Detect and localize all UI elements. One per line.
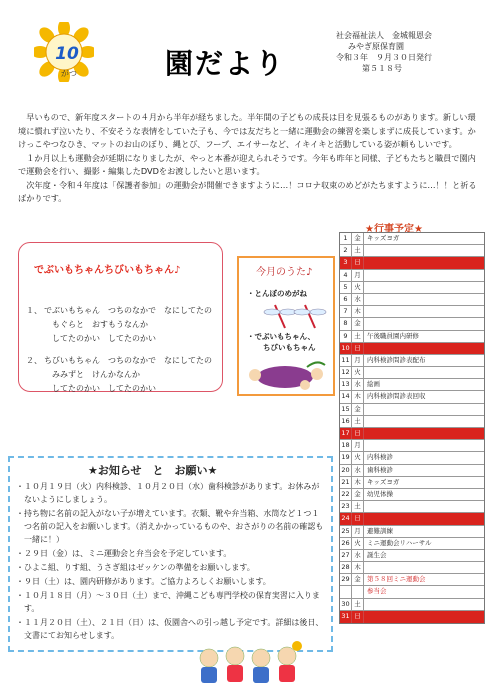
schedule-day: 10 — [340, 343, 352, 354]
verse-1-line-1: でぶいもちゃん つちのなかで なにしてたの — [44, 306, 212, 315]
schedule-row — [340, 416, 484, 428]
schedule-event: 誕生会 — [367, 550, 387, 559]
children-illustration — [195, 638, 305, 688]
notice-item: ・１０月１８日（月）～３０日（土）まで、沖縄こども専門学校の保育実習に入ります。 — [16, 591, 320, 613]
schedule-weekday: 金 — [352, 233, 364, 244]
school-name: みやぎ原保育園 — [348, 42, 404, 51]
intro-para-2: １か月以上も運動会が延期になりましたが、やっと本番が迎えられそうです。今年も昨年と同様、子どもたちと職員で園内で運動会を行い、撮影・編集したDVDをお渡ししたいと思います。 — [18, 152, 476, 176]
month-song-title: 今月のうた♪ — [256, 267, 313, 278]
schedule-event — [364, 416, 484, 427]
schedule-weekday: 火 — [352, 282, 364, 293]
schedule-row — [340, 440, 484, 452]
schedule-weekday: 金 — [352, 574, 364, 585]
schedule-row — [340, 465, 484, 477]
schedule-event — [364, 257, 484, 268]
schedule-day: 30 — [340, 599, 352, 610]
schedule-event: 内科検診問診表回収 — [367, 392, 426, 401]
schedule-event — [364, 513, 484, 524]
schedule-row — [340, 538, 484, 550]
schedule-event — [364, 270, 484, 281]
schedule-day: 13 — [340, 379, 352, 390]
schedule-day: 5 — [340, 282, 352, 293]
schedule-event: 内科検診問診表配布 — [367, 355, 426, 364]
schedule-row — [340, 282, 484, 294]
schedule-day: 12 — [340, 367, 352, 378]
schedule-day: 25 — [340, 526, 352, 537]
schedule-day: 18 — [340, 440, 352, 451]
schedule-row — [340, 404, 484, 416]
schedule-day: 4 — [340, 270, 352, 281]
schedule-weekday: 木 — [352, 477, 364, 488]
schedule-event: 内科検診 — [367, 453, 393, 462]
schedule-weekday: 月 — [352, 526, 364, 537]
schedule-day: 3 — [340, 257, 352, 268]
schedule-weekday: 火 — [352, 367, 364, 378]
intro-text — [18, 111, 480, 206]
schedule-event — [364, 343, 484, 354]
schedule-event: 参当会 — [367, 587, 387, 596]
schedule-row — [340, 318, 484, 330]
schedule-row — [340, 550, 484, 562]
intro-para-1: 早いもので、新年度スタートの４月から半年が経ちました。半年間の子どもの成長は目を見張るものがあります。新しい環境に慣れず泣いたり、不安そうな表情をしていた子も、今では友だちと一緒に運動会の練習を楽しまずに成長しています。かけっこやつなひき、マットのお山のぼり、縄とび、フープ、エイサーなど、イキイキと活動している姿が頼もしいです。 — [18, 112, 476, 149]
schedule-day: 7 — [340, 306, 352, 317]
schedule-event: 歯科検診 — [367, 465, 393, 474]
schedule-row — [340, 452, 484, 464]
issue-date: 令和３年 ９月３０日発行 — [336, 53, 432, 62]
schedule-row — [340, 245, 484, 257]
schedule-weekday: 月 — [352, 270, 364, 281]
schedule-event: 幼児体操 — [367, 489, 393, 498]
schedule-weekday: 木 — [352, 391, 364, 402]
schedule-day: 16 — [340, 416, 352, 427]
schedule-weekday: 土 — [352, 416, 364, 427]
schedule-row — [340, 428, 484, 440]
schedule-row — [340, 526, 484, 538]
schedule-event — [364, 611, 484, 623]
schedule-row — [340, 233, 484, 245]
schedule-row — [340, 599, 484, 611]
schedule-event — [364, 367, 484, 378]
schedule-day: 8 — [340, 318, 352, 329]
schedule-day — [340, 586, 352, 597]
schedule-row — [340, 477, 484, 489]
verse-2-line-2: みみずと けんかなんか — [52, 370, 140, 379]
schedule-weekday: 水 — [352, 379, 364, 390]
schedule-day: 6 — [340, 294, 352, 305]
schedule-row — [340, 562, 484, 574]
schedule-event: キッズヨガ — [367, 477, 400, 486]
notice-item: ・９日（土）は、園内研修があります。ご協力よろしくお願いします。 — [16, 577, 271, 586]
schedule-table — [339, 232, 485, 624]
schedule-weekday: 金 — [352, 318, 364, 329]
schedule-weekday: 日 — [352, 428, 364, 439]
verse-1-line-3: してたのかい してたのかい — [52, 334, 156, 343]
notice-item: ・１０月１９日（火）内科検診、１０月２０日（水）歯科検診があります。お休みがないようにしましょう。 — [16, 482, 320, 504]
schedule-weekday: 土 — [352, 245, 364, 256]
verse-2-line-3: してたのかい してたのかい — [52, 384, 156, 393]
schedule-row — [340, 586, 484, 598]
month-unit: がつ — [61, 69, 77, 78]
schedule-day: 15 — [340, 404, 352, 415]
schedule-event — [364, 404, 484, 415]
schedule-weekday — [352, 586, 364, 597]
schedule-event: 午後職員園内研修 — [367, 331, 419, 340]
schedule-weekday: 日 — [352, 611, 364, 623]
schedule-row — [340, 367, 484, 379]
schedule-row — [340, 489, 484, 501]
notice-item: ・持ち物に名前の記入がない子が増えています。衣類、靴や弁当箱、水筒など１つ１つ名前の記入をお願いします。（消えかかっているものや、おさがりの名前の確認も一緒に！） — [16, 509, 324, 544]
verse-1-line-2: もぐらと おすもうなんか — [52, 320, 148, 329]
org-name: 社会福祉法人 金城報恩会 — [336, 31, 432, 40]
month-song-1: ・とんぼのめがね — [247, 289, 307, 298]
schedule-event: キッズヨガ — [367, 234, 400, 242]
schedule-day: 27 — [340, 550, 352, 561]
schedule-day: 28 — [340, 562, 352, 573]
song-title: でぶいもちゃんちびいもちゃん♪ — [34, 265, 181, 276]
schedule-weekday: 月 — [352, 355, 364, 366]
schedule-row — [340, 574, 484, 586]
schedule-weekday: 水 — [352, 294, 364, 305]
schedule-day: 21 — [340, 477, 352, 488]
schedule-day: 29 — [340, 574, 352, 585]
schedule-weekday: 土 — [352, 599, 364, 610]
schedule-event: 絵画 — [367, 380, 380, 389]
schedule-row — [340, 611, 484, 623]
schedule-weekday: 土 — [352, 331, 364, 342]
schedule-weekday: 日 — [352, 343, 364, 354]
schedule-weekday: 日 — [352, 257, 364, 268]
schedule-day: 9 — [340, 331, 352, 342]
schedule-day: 20 — [340, 465, 352, 476]
month-number: 10 — [55, 44, 79, 64]
schedule-weekday: 水 — [352, 550, 364, 561]
schedule-event — [364, 294, 484, 305]
schedule-event — [364, 599, 484, 610]
schedule-weekday: 水 — [352, 465, 364, 476]
schedule-event — [364, 245, 484, 256]
schedule-row — [340, 270, 484, 282]
schedule-day: 31 — [340, 611, 352, 623]
notice-item: ・ひよこ組、りす組、うさぎ組はゼッケンの準備をお願いします。 — [16, 563, 255, 572]
notice-item: ・１１月２０日（土）、２１日（日）は、仮園舎への引っ越し予定です。詳細は後日、文書にてお知らせします。 — [16, 618, 324, 640]
schedule-weekday: 火 — [352, 538, 364, 549]
schedule-day: 24 — [340, 513, 352, 524]
schedule-row — [340, 501, 484, 513]
intro-para-3: 次年度・令和４年度は「保護者参加」の運動会が開催できますように…！コロナ収束のめどがたちますように…！！と祈るばかりです。 — [18, 179, 477, 203]
schedule-row — [340, 331, 484, 343]
schedule-weekday: 木 — [352, 562, 364, 573]
schedule-day: 26 — [340, 538, 352, 549]
schedule-row — [340, 294, 484, 306]
schedule-event — [364, 562, 484, 573]
verse-1-number: １、 — [26, 306, 42, 315]
month-song-2-line-2: ちびいもちゃん — [263, 343, 316, 352]
month-song-2-line-1: ・でぶいもちゃん、 — [247, 332, 315, 341]
schedule-day: 19 — [340, 452, 352, 463]
schedule-event — [364, 428, 484, 439]
schedule-row — [340, 355, 484, 367]
schedule-weekday: 金 — [352, 404, 364, 415]
schedule-weekday: 土 — [352, 501, 364, 512]
schedule-event — [364, 440, 484, 451]
schedule-weekday: 月 — [352, 440, 364, 451]
verse-1 — [26, 304, 226, 346]
page-title: 園だより — [165, 47, 286, 80]
schedule-row — [340, 391, 484, 403]
verse-2 — [26, 354, 226, 396]
verse-2-line-1: ちびいもちゃん つちのなかで なにしてたの — [44, 356, 212, 365]
schedule-day: 22 — [340, 489, 352, 500]
notice-title: ★お知らせ と お願い★ — [88, 464, 218, 477]
schedule-row — [340, 306, 484, 318]
schedule-row — [340, 379, 484, 391]
schedule-event: 避難訓練 — [367, 526, 393, 535]
schedule-row — [340, 513, 484, 525]
schedule-day: 1 — [340, 233, 352, 244]
schedule-event: 第５８回ミニ運動会 — [367, 575, 426, 584]
schedule-weekday: 金 — [352, 489, 364, 500]
month-song-2 — [247, 331, 316, 353]
schedule-day: 23 — [340, 501, 352, 512]
schedule-weekday: 木 — [352, 306, 364, 317]
schedule-weekday: 日 — [352, 513, 364, 524]
issuer-block — [336, 30, 486, 74]
schedule-weekday: 火 — [352, 452, 364, 463]
notice-list — [16, 480, 326, 643]
schedule-event — [364, 318, 484, 329]
dragonfly-icon — [260, 300, 330, 330]
schedule-event: ミニ運動会リハーサル — [367, 538, 432, 547]
schedule-event — [364, 282, 484, 293]
schedule-event — [364, 306, 484, 317]
schedule-row — [340, 343, 484, 355]
issue-number: 第５１８号 — [362, 64, 402, 73]
schedule-title: ★行事予定★ — [365, 224, 423, 235]
verse-2-number: ２、 — [26, 356, 42, 365]
schedule-day: 17 — [340, 428, 352, 439]
schedule-day: 14 — [340, 391, 352, 402]
schedule-day: 2 — [340, 245, 352, 256]
notice-item: ・２９日（金）は、ミニ運動会と弁当会を予定しています。 — [16, 549, 232, 558]
schedule-row — [340, 257, 484, 269]
schedule-event — [364, 501, 484, 512]
sweet-potato-illustration — [245, 357, 330, 392]
schedule-day: 11 — [340, 355, 352, 366]
